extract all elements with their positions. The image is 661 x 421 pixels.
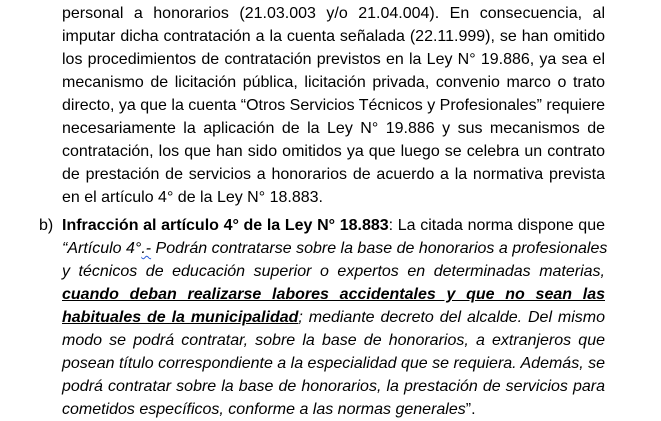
spellcheck-squiggle: .- <box>141 240 152 257</box>
paragraph1-line-9: en el artículo 4° de la Ley N° 18.883. <box>62 189 323 206</box>
paragraph1-line-7: contratación, los que han sido omitidos ya que luego se celebra un contrato <box>62 143 605 160</box>
list-marker-b: b) <box>39 217 54 234</box>
paragraph1-line-3: los procedimientos de contratación previstos en la Ley N° 19.886, ya sea el <box>62 51 605 68</box>
paragraph2-line-4-emphasis: cuando deban realizarse labores accidentales y que no sean las <box>62 286 605 303</box>
paragraph2-line-7: posean título correspondiente a la especialidad que se requiera. Además, se <box>62 355 605 372</box>
paragraph1-line-1: personal a honorarios (21.03.003 y/o 21.04.004). En consecuencia, al <box>62 5 605 22</box>
paragraph2-line-8: podrá contratar sobre la base de honorarios, la prestación de servicios para <box>62 378 605 395</box>
paragraph2-line-1 <box>62 215 605 237</box>
paragraph2-line-2 <box>62 238 608 260</box>
paragraph2-line-3: y técnicos de educación superior o expertos en determinadas materias, <box>62 263 605 280</box>
close-quote: ”. <box>465 401 476 418</box>
paragraph2-line-6: modo se podrá contratar, sobre la base de honorarios, a extranjeros que <box>62 332 605 349</box>
article-label: Artículo 4° <box>67 240 142 257</box>
line9-italic: cometidos específicos, conforme a las normas generales <box>62 401 466 418</box>
paragraph2-line-5 <box>62 307 605 329</box>
infraccion-heading: Infracción al artículo 4° de la Ley N° 18.883 <box>62 217 389 234</box>
line5-rest: ; mediante decreto del alcalde. Del mismo <box>298 309 606 326</box>
paragraph1-line-5: directo, ya que la cuenta “Otros Servicios Técnicos y Profesionales” requiere <box>62 97 606 114</box>
paragraph1-line-4: mecanismo de licitación pública, licitación privada, convenio marco o trato <box>62 74 605 91</box>
heading-suffix: : La citada norma dispone que <box>388 217 605 234</box>
paragraph1-line-2: imputar dicha contratación a la cuenta señalada (22.11.999), se han omitido <box>62 28 605 45</box>
line2-rest: Podrán contratarse sobre la base de honorarios a profesionales <box>151 240 608 257</box>
habituales-emphasis: habituales de la municipalidad <box>62 309 299 326</box>
paragraph2-line-9 <box>62 399 605 421</box>
paragraph1-line-8: de prestación de servicios a honorarios de acuerdo a la normativa prevista <box>62 166 605 183</box>
open-quote: “ <box>62 240 68 257</box>
paragraph1-line-6: necesariamente la aplicación de la Ley N° 19.886 y sus mecanismos de <box>62 120 605 137</box>
